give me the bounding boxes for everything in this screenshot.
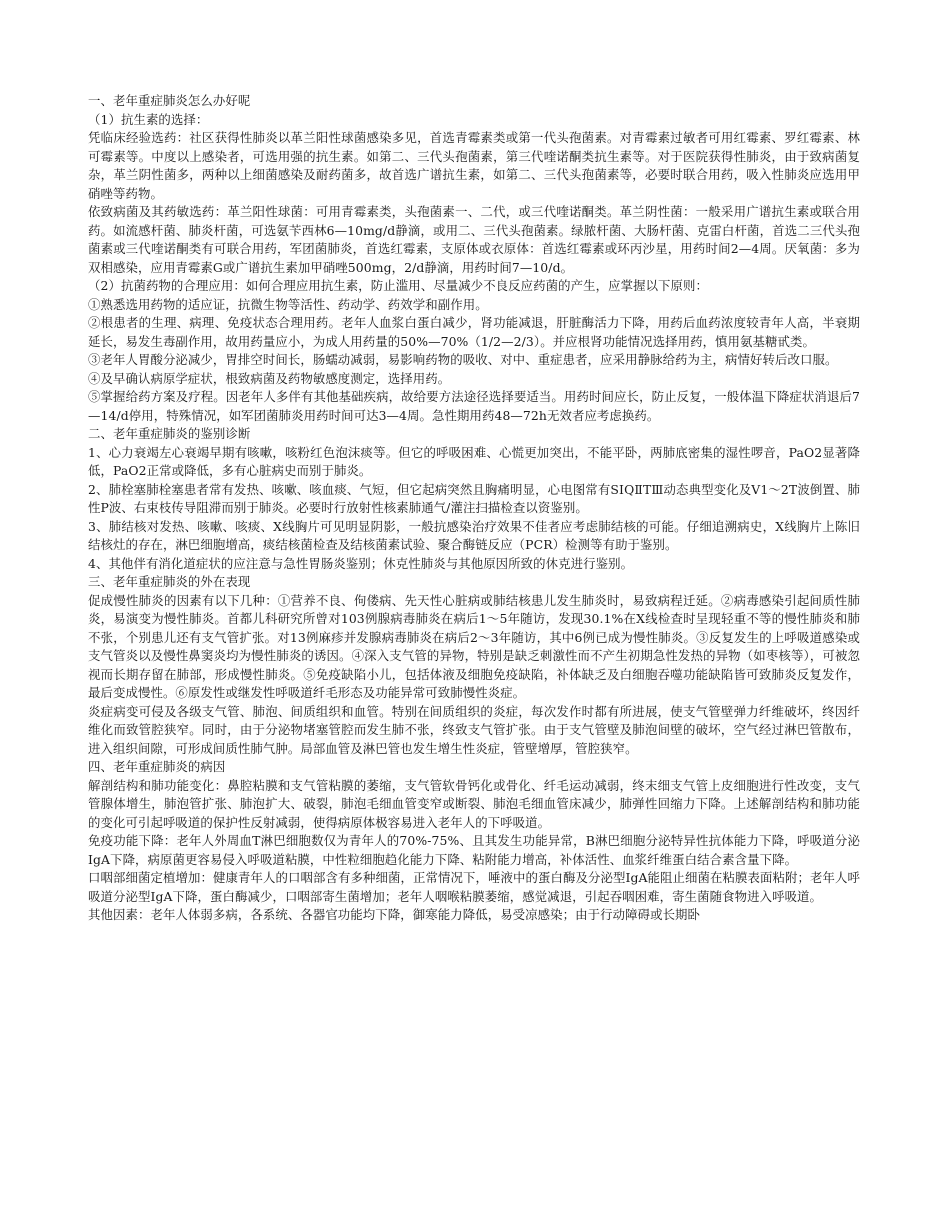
heading-differential-diagnosis: 二、老年重症肺炎的鉴别诊断 [88,426,251,441]
paragraph-inflammation-changes: 炎症病变可侵及各级支气管、肺泡、间质组织和血管。特别在间质组织的炎症，每次发作时都有所进展，使支气管壁弹力纤维破坏，终因纤维化而致管腔狭窄。同时，由于分泌物堵塞管腔而发生肺不张，终致支气管扩张。由于支气管壁及肺泡间壁的破坏，空气经过淋巴管散布，进入组织间隙，可形成间质性肺气肿。局部血管及淋巴管也发生增生性炎症，管壁增厚，管腔狭窄。 [88,703,860,756]
heading-treatment: 一、老年重症肺炎怎么办好呢 [88,93,251,108]
principle-item-2: ②根患者的生理、病理、免疫状态合理用药。老年人血浆白蛋白减少，肾功能减退，肝脏酶活力下降，用药后血药浓度较青年人高，半衰期延长，易发生毒副作用，故用药量应小，为成人用药量的50%—70%（1/2—2/3）。并应根肾功能情况选择用药，慎用氨基糖甙类。 [88,315,860,349]
paragraph-oropharyngeal-bacteria: 口咽部细菌定植增加：健康青年人的口咽部含有多种细菌，正常情况下，唾液中的蛋白酶及分泌型IgA能阻止细菌在粘膜表面粘附；老年人呼吸道分泌型IgA下降，蛋白酶减少，口咽部寄生菌增加；老年人咽喉粘膜萎缩，感觉减退，引起吞咽困难，寄生菌随食物进入呼吸道。 [88,870,860,904]
diagnosis-item-pulmonary-embolism: 2、肺栓塞肺栓塞患者常有发热、咳嗽、咳血痰、气短，但它起病突然且胸痛明显，心电图常有SⅠQⅡTⅢ动态典型变化及V1～2T波倒置、肺性P波、右束枝传导阻滞而别于肺炎。必要时行放射性核素肺通气/灌注扫描检查以资鉴别。 [88,481,860,515]
diagnosis-item-tuberculosis: 3、肺结核对发热、咳嗽、咳痰、X线胸片可见明显阴影，一般抗感染治疗效果不佳者应考虑肺结核的可能。仔细追溯病史，X线胸片上陈旧结核灶的存在，淋巴细胞增高，痰结核菌检查及结核菌素试验、聚合酶链反应（PCR）检测等有助于鉴别。 [88,518,860,552]
document-body [88,92,860,925]
principle-item-4: ④及早确认病原学症状，根致病菌及药物敏感度测定，选择用药。 [88,370,451,386]
heading-manifestations: 三、老年重症肺炎的外在表现 [88,574,251,589]
principle-item-1: ①熟悉选用药物的适应证，抗微生物等活性、药动学、药效学和副作用。 [88,296,488,312]
principle-item-5: ⑤掌握给药方案及疗程。因老年人多伴有其他基础疾病，故给要方法途径选择要适当。用药时间应长，防止反复，一般体温下降症状消退后7—14/d停用，特殊情况，如军团菌肺炎用药时间可达3—4周。急性期用药48—72h无效者应考虑换药。 [88,389,860,423]
subheading-antibiotic-choice: （1）抗生素的选择： [88,111,209,127]
diagnosis-item-heart-failure: 1、心力衰竭左心衰竭早期有咳嗽，咳粉红色泡沫痰等。但它的呼吸困难、心慌更加突出，不能平卧，两肺底密集的湿性啰音，PaO2显著降低，PaO2正常或降低，多有心脏病史而别于肺炎。 [88,444,860,478]
paragraph-empirical-selection: 凭临床经验选药：社区获得性肺炎以革兰阳性球菌感染多见，首选青霉素类或第一代头孢菌素。对青霉素过敏者可用红霉素、罗红霉素、林可霉素等。中度以上感染者，可选用强的抗生素。如第二、三代头孢菌素，第三代喹诺酮类抗生素等。对于医院获得性肺炎，由于致病菌复杂，革兰阴性菌多，两种以上细菌感染及耐药菌多，故首选广谱抗生素，如第二、三代头孢菌素等，必要时联合用药，吸入性肺炎应选用甲硝唑等药物。 [88,130,860,201]
subheading-rational-use: （2）抗菌药物的合理应用：如何合理应用抗生素，防止滥用、尽量减少不良反应药菌的产生，应掌握以下原则： [88,278,709,293]
principle-item-3: ③老年人胃酸分泌减少，胃排空时间长，肠蠕动减弱，易影响药物的吸收、对中、重症患者，应采用静脉给药为主，病情好转后改口服。 [88,352,838,367]
paragraph-immune-decline: 免疫功能下降：老年人外周血T淋巴细胞数仅为青年人的70%-75%、且其发生功能异常，B淋巴细胞分泌特异性抗体能力下降，呼吸道分泌IgA下降，病原菌更容易侵入呼吸道粘膜，中性粒细胞趋化能力下降、粘附能力增高，补体活性、血浆纤维蛋白结合素含量下降。 [88,833,860,867]
paragraph-anatomy-function: 解剖结构和肺功能变化：鼻腔粘膜和支气管粘膜的萎缩，支气管软骨钙化或骨化、纤毛运动减弱，终末细支气管上皮细胞进行性改变，支气管腺体增生，肺泡管扩张、肺泡扩大、破裂，肺泡毛细血管变窄或断裂、肺泡毛细血管床减少，肺弹性回缩力下降。上述解剖结构和肺功能的变化可引起呼吸道的保护性反射减弱，使得病原体极容易进入老年人的下呼吸道。 [88,777,860,830]
heading-causes: 四、老年重症肺炎的病因 [88,759,226,774]
diagnosis-item-other: 4、其他伴有消化道症状的应注意与急性胃肠炎鉴别；休克性肺炎与其他原因所致的休克进行鉴别。 [88,555,634,571]
paragraph-pathogen-selection: 依致病菌及其药敏选药：革兰阳性球菌：可用青霉素类，头孢菌素一、二代，或三代喹诺酮类。革兰阴性菌：一般采用广谱抗生素或联合用药。如流感杆菌、肺炎杆菌，可选氨苄西林6—10mg/d静滴，或用二、三代头孢菌素。绿脓杆菌、大肠杆菌、克雷白杆菌，首选二三代头孢菌素或三代喹诺酮类有可联合用药，军团菌肺炎，首选红霉素，支原体或衣原体：首选红霉素或环丙沙星，用药时间2—4周。厌氧菌：多为双相感染，应用青霉素G或广谱抗生素加甲硝唑500mg，2/d静滴，用药时间7—10/d。 [88,204,860,275]
paragraph-chronic-factors: 促成慢性肺炎的因素有以下几种：①营养不良、佝偻病、先天性心脏病或肺结核患儿发生肺炎时，易致病程迁延。②病毒感染引起间质性肺炎，易演变为慢性肺炎。首都儿科研究所曾对103例腺病毒肺炎在病后1～5年随访，发现30.1%在X线检查时呈现轻重不等的慢性肺炎和肺不张，个别患儿还有支气管扩张。对13例麻疹并发腺病毒肺炎在病后2～3年随访，其中6例已成为慢性肺炎。③反复发生的上呼吸道感染或支气管炎以及慢性鼻窦炎均为慢性肺炎的诱因。④深入支气管的异物，特别是缺乏刺激性而不产生初期急性发热的异物（如枣核等），可被忽视而长期存留在肺部，形成慢性肺炎。⑤免疫缺陷小儿，包括体液及细胞免疫缺陷，补体缺乏及白细胞吞噬功能缺陷皆可致肺炎反复发作，最后变成慢性。⑥原发性或继发性呼吸道纤毛形态及功能异常可致肺慢性炎症。 [88,592,860,700]
paragraph-other-factors: 其他因素：老年人体弱多病，各系统、各器官功能均下降，御寒能力降低，易受凉感染；由于行动障碍或长期卧 [88,907,701,922]
